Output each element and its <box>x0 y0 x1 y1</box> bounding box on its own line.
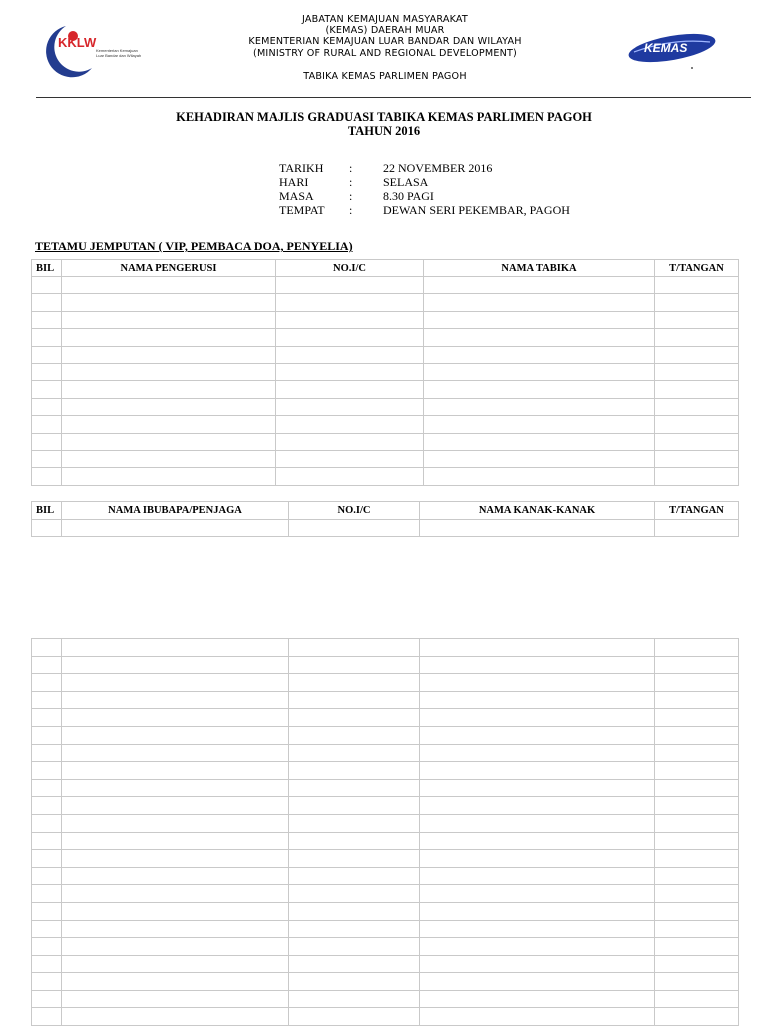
column-header-tandatangan: T/TANGAN <box>655 260 739 277</box>
table-cell <box>655 867 739 885</box>
table-cell <box>32 726 62 744</box>
table-cell <box>420 744 655 762</box>
table-cell <box>62 726 289 744</box>
kemas-logo-text: KEMAS <box>644 41 688 55</box>
table-cell <box>655 797 739 815</box>
table-row <box>32 433 739 450</box>
table-cell <box>424 346 655 363</box>
table-cell <box>655 938 739 956</box>
table-cell <box>62 832 289 850</box>
table-cell <box>32 990 62 1008</box>
table-cell <box>424 468 655 485</box>
table-cell <box>32 520 62 537</box>
table-cell <box>420 938 655 956</box>
table-cell <box>276 398 424 415</box>
table-cell <box>289 850 420 868</box>
column-header-nama-kanak-kanak: NAMA KANAK-KANAK <box>420 502 655 520</box>
detail-key: TARIKH <box>279 161 324 175</box>
table-cell <box>62 797 289 815</box>
agency-line-2: (KEMAS) DAERAH MUAR <box>325 25 445 37</box>
table-cell <box>424 433 655 450</box>
table-cell <box>62 398 276 415</box>
table-cell <box>62 520 289 537</box>
table-cell <box>32 920 62 938</box>
table-row <box>32 726 739 744</box>
table-cell <box>32 902 62 920</box>
table-cell <box>655 294 739 311</box>
table-cell <box>655 346 739 363</box>
event-details <box>279 161 570 217</box>
table-cell <box>420 990 655 1008</box>
table-cell <box>62 1008 289 1026</box>
table-cell <box>289 709 420 727</box>
table-cell <box>32 814 62 832</box>
table-cell <box>62 381 276 398</box>
table-cell <box>62 277 276 294</box>
table-row <box>32 850 739 868</box>
table-row <box>32 398 739 415</box>
document-title: KEHADIRAN MAJLIS GRADUASI TABIKA KEMAS PARLIMEN PAGOH <box>176 110 592 124</box>
table-cell <box>420 726 655 744</box>
table-cell <box>276 450 424 467</box>
detail-colon: : <box>349 203 353 217</box>
parent-attendance-table <box>31 501 739 537</box>
table-cell <box>420 814 655 832</box>
table-row <box>32 814 739 832</box>
table-cell <box>420 920 655 938</box>
table-cell <box>420 779 655 797</box>
table-row <box>32 832 739 850</box>
table-row <box>32 955 739 973</box>
table-cell <box>420 902 655 920</box>
table-cell <box>32 709 62 727</box>
table-cell <box>32 450 62 467</box>
table-row <box>32 363 739 380</box>
table-cell <box>62 955 289 973</box>
table-cell <box>32 398 62 415</box>
table-cell <box>62 744 289 762</box>
table-cell <box>62 920 289 938</box>
column-header-nama-ibubapa: NAMA IBUBAPA/PENJAGA <box>62 502 289 520</box>
guest-section-heading: TETAMU JEMPUTAN ( VIP, PEMBACA DOA, PENYELIA) <box>35 239 353 253</box>
table-cell <box>289 674 420 692</box>
table-cell <box>424 294 655 311</box>
detail-colon: : <box>349 189 353 203</box>
kklw-logo <box>38 22 148 82</box>
table-cell <box>655 674 739 692</box>
table-cell <box>655 762 739 780</box>
table-cell <box>289 990 420 1008</box>
detail-key: HARI <box>279 175 309 189</box>
table-cell <box>289 639 420 657</box>
detail-colon: : <box>349 161 353 175</box>
table-row <box>32 762 739 780</box>
table-cell <box>32 416 62 433</box>
letterhead <box>0 0 768 100</box>
table-cell <box>62 762 289 780</box>
table-row <box>32 674 739 692</box>
detail-value: 8.30 PAGI <box>383 189 434 203</box>
detail-row-time <box>279 189 570 203</box>
table-row <box>32 938 739 956</box>
header-divider <box>36 97 751 98</box>
table-cell <box>62 468 276 485</box>
table-cell <box>655 832 739 850</box>
table-cell <box>655 520 739 537</box>
table-cell <box>424 311 655 328</box>
table-cell <box>32 867 62 885</box>
column-header-nama-tabika: NAMA TABIKA <box>424 260 655 277</box>
table-cell <box>655 902 739 920</box>
table-row <box>32 656 739 674</box>
table-cell <box>32 381 62 398</box>
table-cell <box>655 990 739 1008</box>
table-cell <box>655 639 739 657</box>
parent-attendance-table-continued <box>31 638 739 1026</box>
table-cell <box>420 709 655 727</box>
table-row <box>32 329 739 346</box>
table-cell <box>420 797 655 815</box>
tabika-name-line: TABIKA KEMAS PARLIMEN PAGOH <box>303 70 467 82</box>
table-cell <box>62 311 276 328</box>
table-row <box>32 990 739 1008</box>
table-cell <box>276 468 424 485</box>
table-cell <box>276 311 424 328</box>
table-cell <box>420 867 655 885</box>
table-cell <box>655 311 739 328</box>
table-cell <box>420 691 655 709</box>
table-row <box>32 450 739 467</box>
table-cell <box>420 674 655 692</box>
table-cell <box>655 381 739 398</box>
table-cell <box>655 329 739 346</box>
table-cell <box>32 656 62 674</box>
detail-key: MASA <box>279 189 314 203</box>
detail-row-day <box>279 175 570 189</box>
table-cell <box>276 346 424 363</box>
table-row <box>32 885 739 903</box>
table-cell <box>424 416 655 433</box>
guest-attendance-table <box>31 259 739 486</box>
table-cell <box>62 329 276 346</box>
table-cell <box>32 329 62 346</box>
table-header-row <box>32 502 739 520</box>
table-row <box>32 311 739 328</box>
table-cell <box>32 639 62 657</box>
table-row <box>32 468 739 485</box>
table-row <box>32 709 739 727</box>
table-cell <box>655 885 739 903</box>
table-cell <box>655 955 739 973</box>
table-cell <box>276 416 424 433</box>
table-cell <box>420 762 655 780</box>
table-cell <box>655 450 739 467</box>
ministry-line-malay: KEMENTERIAN KEMAJUAN LUAR BANDAR DAN WILAYAH <box>248 36 522 48</box>
table-cell <box>655 1008 739 1026</box>
column-header-bil: BIL <box>32 502 62 520</box>
table-cell <box>276 381 424 398</box>
column-header-no-ic: NO.I/C <box>289 502 420 520</box>
table-cell <box>420 885 655 903</box>
table-row <box>32 1008 739 1026</box>
table-cell <box>62 779 289 797</box>
table-cell <box>420 832 655 850</box>
table-cell <box>62 938 289 956</box>
table-cell <box>32 938 62 956</box>
table-cell <box>289 938 420 956</box>
table-cell <box>289 920 420 938</box>
kklw-logo-text: KKLW <box>58 35 97 50</box>
agency-line-1: JABATAN KEMAJUAN MASYARAKAT <box>301 14 468 25</box>
table-cell <box>655 656 739 674</box>
table-header-row <box>32 260 739 277</box>
table-cell <box>655 850 739 868</box>
table-cell <box>32 762 62 780</box>
table-cell <box>424 398 655 415</box>
table-row <box>32 346 739 363</box>
table-cell <box>62 656 289 674</box>
table-cell <box>32 885 62 903</box>
table-cell <box>655 779 739 797</box>
table-row <box>32 691 739 709</box>
document-year: TAHUN 2016 <box>347 124 421 138</box>
detail-value: 22 NOVEMBER 2016 <box>383 161 493 175</box>
table-cell <box>420 1008 655 1026</box>
table-cell <box>424 381 655 398</box>
table-cell <box>424 450 655 467</box>
table-cell <box>32 277 62 294</box>
kemas-logo <box>624 28 720 74</box>
table-cell <box>62 867 289 885</box>
table-cell <box>62 433 276 450</box>
table-cell <box>276 329 424 346</box>
table-cell <box>655 363 739 380</box>
table-cell <box>289 902 420 920</box>
table-row <box>32 797 739 815</box>
column-header-bil: BIL <box>32 260 62 277</box>
table-cell <box>276 433 424 450</box>
table-cell <box>62 639 289 657</box>
column-header-tandatangan: T/TANGAN <box>655 502 739 520</box>
table-cell <box>62 850 289 868</box>
table-cell <box>655 416 739 433</box>
table-row <box>32 294 739 311</box>
table-cell <box>420 973 655 991</box>
table-cell <box>289 1008 420 1026</box>
table-row <box>32 920 739 938</box>
table-cell <box>32 294 62 311</box>
detail-value: SELASA <box>383 175 429 189</box>
table-cell <box>62 902 289 920</box>
detail-key: TEMPAT <box>279 203 325 217</box>
table-cell <box>32 850 62 868</box>
table-cell <box>424 277 655 294</box>
table-cell <box>62 450 276 467</box>
table-cell <box>32 744 62 762</box>
table-cell <box>276 363 424 380</box>
table-cell <box>420 955 655 973</box>
table-cell <box>32 955 62 973</box>
table-cell <box>62 674 289 692</box>
letterhead-text <box>180 14 590 82</box>
table-cell <box>420 520 655 537</box>
column-header-no-ic: NO.I/C <box>276 260 424 277</box>
table-cell <box>655 398 739 415</box>
table-cell <box>655 744 739 762</box>
table-cell <box>289 867 420 885</box>
table-row <box>32 779 739 797</box>
table-row <box>32 381 739 398</box>
table-cell <box>655 814 739 832</box>
table-row <box>32 277 739 294</box>
table-cell <box>32 311 62 328</box>
table-cell <box>289 779 420 797</box>
detail-colon: : <box>349 175 353 189</box>
table-cell <box>289 814 420 832</box>
table-cell <box>655 726 739 744</box>
table-row <box>32 744 739 762</box>
table-cell <box>655 709 739 727</box>
table-cell <box>424 363 655 380</box>
table-cell <box>655 277 739 294</box>
table-cell <box>655 468 739 485</box>
table-cell <box>62 416 276 433</box>
table-cell <box>655 433 739 450</box>
column-header-nama-pengerusi: NAMA PENGERUSI <box>62 260 276 277</box>
table-cell <box>62 346 276 363</box>
table-cell <box>420 639 655 657</box>
table-cell <box>289 520 420 537</box>
table-cell <box>289 656 420 674</box>
table-cell <box>289 762 420 780</box>
table-cell <box>289 726 420 744</box>
table-cell <box>420 850 655 868</box>
table-cell <box>62 363 276 380</box>
table-cell <box>32 832 62 850</box>
table-cell <box>276 294 424 311</box>
table-cell <box>32 674 62 692</box>
table-cell <box>32 346 62 363</box>
table-cell <box>655 973 739 991</box>
table-cell <box>32 973 62 991</box>
table-cell <box>289 691 420 709</box>
table-cell <box>62 885 289 903</box>
table-row <box>32 867 739 885</box>
table-cell <box>420 656 655 674</box>
table-cell <box>62 691 289 709</box>
table-cell <box>62 973 289 991</box>
table-cell <box>276 277 424 294</box>
table-cell <box>32 363 62 380</box>
table-cell <box>289 744 420 762</box>
table-cell <box>32 691 62 709</box>
table-row <box>32 639 739 657</box>
table-cell <box>32 433 62 450</box>
table-cell <box>62 990 289 1008</box>
table-cell <box>289 973 420 991</box>
detail-row-venue <box>279 203 570 217</box>
detail-value: DEWAN SERI PEKEMBAR, PAGOH <box>383 203 570 217</box>
table-cell <box>424 329 655 346</box>
table-row <box>32 416 739 433</box>
table-cell <box>655 920 739 938</box>
table-cell <box>32 1008 62 1026</box>
detail-row-date <box>279 161 570 175</box>
table-cell <box>62 294 276 311</box>
table-cell <box>32 468 62 485</box>
table-cell <box>655 691 739 709</box>
table-cell <box>289 885 420 903</box>
table-row <box>32 520 739 537</box>
table-cell <box>62 814 289 832</box>
table-row <box>32 973 739 991</box>
table-cell <box>289 832 420 850</box>
table-cell <box>289 955 420 973</box>
svg-text:Kementerian Kemajuan Lua: Kementerian Kemajuan Luar Bandar dan Wilayah <box>96 48 142 58</box>
ministry-line-english: (MINISTRY OF RURAL AND REGIONAL DEVELOPMENT) <box>253 47 517 59</box>
table-row <box>32 902 739 920</box>
table-cell <box>289 797 420 815</box>
table-cell <box>62 709 289 727</box>
table-cell <box>32 797 62 815</box>
table-cell <box>32 779 62 797</box>
